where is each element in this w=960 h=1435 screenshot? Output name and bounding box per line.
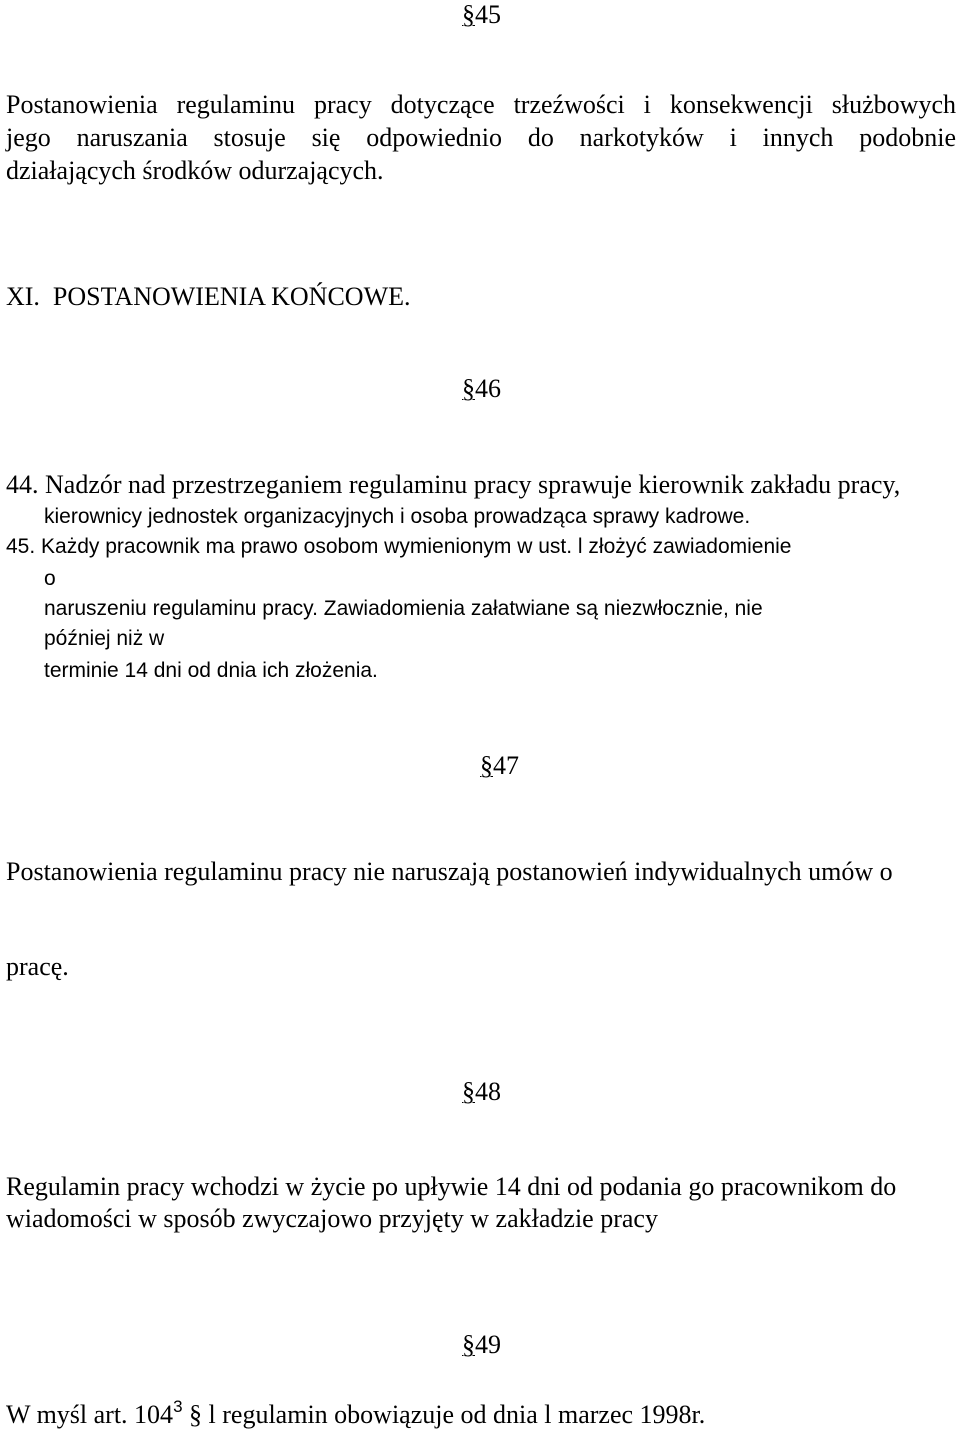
paragraph-44-line-2: kierownicy jednostek organizacyjnych i osoba prowadząca sprawy kadrowe. [44,505,751,528]
section-47-heading: §47 [480,751,519,780]
paragraph-49-text-after: § l regulamin obowiązuje od dnia l marzec 1998r. [182,1400,706,1429]
paragraph-45-line-5: terminie 14 dni od dnia ich złożenia. [44,659,378,682]
paragraph-sobriety-line-3: działających środków odurzających. [6,156,384,185]
paragraph-sobriety-line-2: jego naruszania stosuje się odpowiednio do narkotyków i innych podobnie [6,123,956,152]
paragraph-45-line-1: 45. Każdy pracownik ma prawo osobom wymienionym w ust. l złożyć zawiadomienie [6,535,792,558]
paragraph-sobriety-line-1: Postanowienia regulaminu pracy dotyczące trzeźwości i konsekwencji służbowych [6,90,956,119]
section-sign: § [462,1330,475,1359]
paragraph-49-superscript: 3 [173,1397,183,1416]
section-sign: § [462,1077,475,1106]
paragraph-45-line-4: później niż w [44,627,165,650]
paragraph-48-line-2: wiadomości w sposób zwyczajowo przyjęty w zakładzie pracy [6,1204,658,1233]
paragraph-44-line-1: 44. Nadzór nad przestrzeganiem regulaminu pracy sprawuje kierownik zakładu pracy, [6,470,901,499]
section-sign: § [462,374,475,403]
paragraph-49-text-before: W myśl art. 104 [6,1400,174,1429]
paragraph-49 [6,1398,705,1435]
section-45-heading: §45 [462,0,501,29]
paragraph-45-line-3: naruszeniu regulaminu pracy. Zawiadomienia załatwiane są niezwłocznie, nie [44,597,763,620]
section-48-heading: §48 [462,1077,501,1106]
paragraph-48-line-1: Regulamin pracy wchodzi w życie po upływie 14 dni od podania go pracownikom do [6,1172,897,1201]
section-sign: § [480,751,493,780]
section-sign: § [462,0,475,29]
chapter-heading: XI. POSTANOWIENIA KOŃCOWE. [6,282,411,311]
paragraph-47-line-1: Postanowienia regulaminu pracy nie naruszają postanowień indywidualnych umów o [6,857,893,886]
section-46-heading: §46 [462,374,501,403]
section-49-heading: §49 [462,1330,501,1359]
paragraph-47-line-2: pracę. [6,952,69,981]
paragraph-45-line-2: o [44,567,56,590]
